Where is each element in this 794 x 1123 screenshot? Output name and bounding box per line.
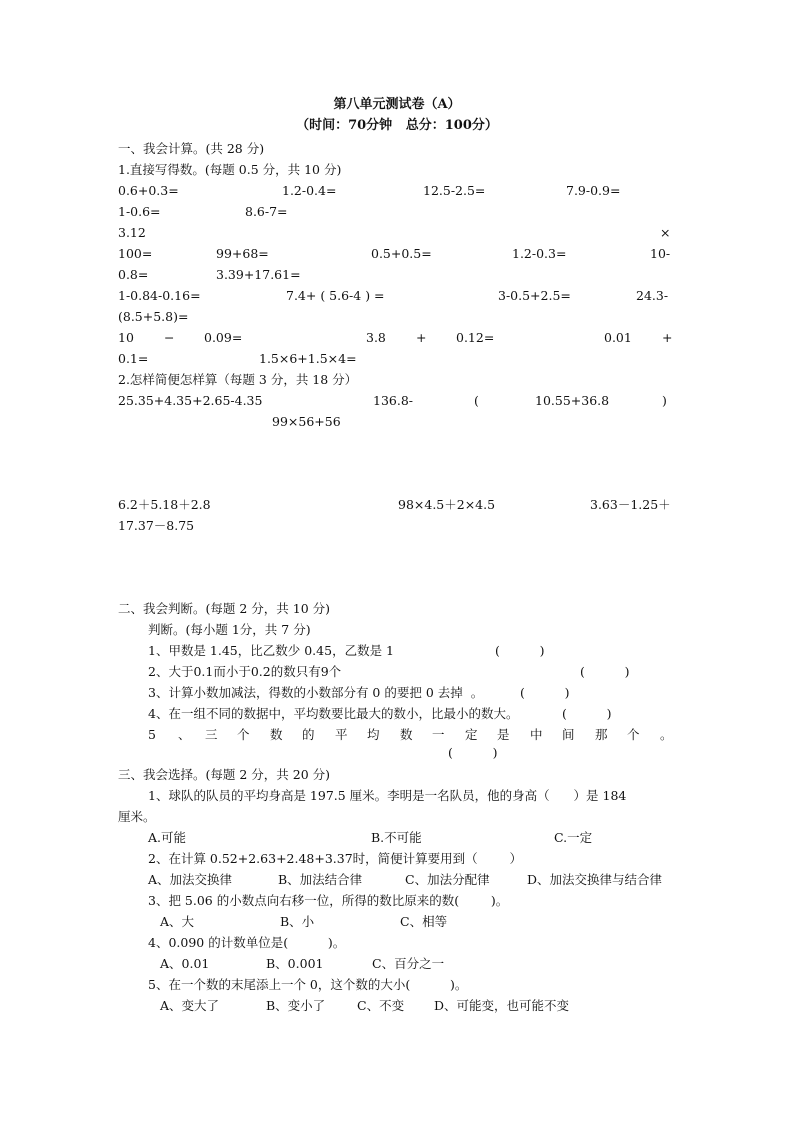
calc-item: +	[662, 330, 673, 345]
choice-option[interactable]: B、0.001	[266, 956, 324, 971]
judge-item-1: 1、甲数是 1.45，比乙数少 0.45，乙数是 1	[148, 643, 394, 658]
choice-q4-stem: 4、0.090 的计数单位是( )。	[148, 935, 346, 950]
calc-item: 12.5-2.5=	[423, 183, 486, 198]
choice-option[interactable]: A、0.01	[160, 956, 210, 971]
calc-item: 0.09=	[204, 330, 243, 345]
judge-item-5-char: 。	[660, 727, 673, 742]
choice-option[interactable]: A、加法交换律	[148, 872, 233, 887]
calc-item: ×	[660, 225, 671, 240]
judge-item-5-char: 平	[335, 727, 348, 742]
calc-item: 0.01	[604, 330, 632, 345]
calc-item: 0.5+0.5=	[371, 246, 432, 261]
calc-item: 17.37－8.75	[118, 518, 195, 533]
page-subtitle: （时间：70分钟 总分：100分）	[296, 118, 498, 133]
calc-item: +	[416, 330, 427, 345]
choice-option[interactable]: A.可能	[148, 830, 187, 845]
judge-paren-1[interactable]: ( )	[495, 643, 545, 658]
calc-item: 1-0.6=	[118, 204, 161, 219]
choice-option[interactable]: C、不变	[357, 998, 405, 1013]
choice-option[interactable]: A、变大了	[160, 998, 220, 1013]
calc-item: 98×4.5＋2×4.5	[398, 497, 496, 512]
judge-paren-4[interactable]: ( )	[562, 706, 612, 721]
choice-q5-stem: 5、在一个数的末尾添上一个 0，这个数的大小( )。	[148, 977, 468, 992]
choice-option[interactable]: D、可能变，也可能不变	[434, 998, 570, 1013]
calc-item: 10	[118, 330, 134, 345]
choice-option[interactable]: B、加法结合律	[278, 872, 363, 887]
calc-item: 25.35+4.35+2.65-4.35	[118, 393, 263, 408]
choice-option[interactable]: B、变小了	[266, 998, 326, 1013]
choice-option[interactable]: C、加法分配律	[405, 872, 490, 887]
judge-item-5-char: 那	[595, 727, 608, 742]
choice-option[interactable]: C、相等	[400, 914, 448, 929]
judge-item-5-char: 数	[270, 727, 283, 742]
calc-item: 7.4+ ( 5.6-4 ) =	[286, 288, 385, 303]
judge-item-3: 3、计算小数加减法，得数的小数部分有 0 的要把 0 去掉 。	[148, 685, 484, 700]
calc-item: (8.5+5.8)=	[118, 309, 189, 324]
judge-item-5-char: 个	[237, 727, 250, 742]
part2-heading: 2.怎样简便怎样算（每题 3 分，共 18 分）	[118, 372, 358, 387]
calc-item: 3-0.5+2.5=	[498, 288, 571, 303]
calc-item: 8.6-7=	[245, 204, 288, 219]
judge-item-5-char: 均	[367, 727, 380, 742]
section2-intro: 判断。(每小题 1分，共 7 分)	[148, 622, 311, 637]
choice-q1-stem: 1、球队的队员的平均身高是 197.5 厘米。李明是一名队员，他的身高（ ）是 184	[148, 788, 627, 803]
choice-option[interactable]: B.不可能	[371, 830, 422, 845]
calc-item: 1.2-0.3=	[512, 246, 567, 261]
judge-item-5-char: 的	[302, 727, 315, 742]
calc-item: (	[474, 393, 479, 408]
section1-heading: 一、我会计算。(共 28 分)	[118, 141, 265, 156]
calc-item: 1.2-0.4=	[282, 183, 337, 198]
judge-item-5-char: 数	[400, 727, 413, 742]
calc-item: 1-0.84-0.16=	[118, 288, 201, 303]
part1-heading: 1.直接写得数。(每题 0.5 分，共 10 分)	[118, 162, 342, 177]
calc-item: )	[662, 393, 667, 408]
choice-option[interactable]: C.一定	[554, 830, 593, 845]
judge-item-5-char: 定	[465, 727, 478, 742]
section3-heading: 三、我会选择。(每题 2 分，共 20 分)	[118, 767, 331, 782]
choice-q2-stem: 2、在计算 0.52+2.63+2.48+3.37时，简便计算要用到（ ）	[148, 851, 522, 866]
calc-item: 3.63－1.25＋	[590, 497, 671, 512]
judge-paren-3[interactable]: ( )	[520, 685, 570, 700]
calc-item: 100=	[118, 246, 153, 261]
calc-item: 0.1=	[118, 351, 149, 366]
judge-item-5-char: 5	[148, 727, 156, 742]
judge-item-5-char: 、	[178, 727, 191, 742]
calc-item: 99×56+56	[272, 414, 341, 429]
choice-q1-stem-cont: 厘米。	[118, 809, 156, 824]
judge-item-5-char: 间	[562, 727, 575, 742]
section2-heading: 二、我会判断。(每题 2 分，共 10 分)	[118, 601, 331, 616]
choice-option[interactable]: A、大	[160, 914, 195, 929]
judge-item-5-char: 一	[432, 727, 445, 742]
judge-paren-5[interactable]: ( )	[448, 745, 498, 760]
calc-item: 10-	[650, 246, 671, 261]
calc-item: 6.2＋5.18＋2.8	[118, 497, 211, 512]
calc-item: 3.12	[118, 225, 146, 240]
choice-option[interactable]: B、小	[280, 914, 315, 929]
calc-item: 24.3-	[636, 288, 669, 303]
calc-item: 10.55+36.8	[535, 393, 610, 408]
judge-item-5-char: 中	[530, 727, 543, 742]
calc-item: 136.8-	[373, 393, 414, 408]
calc-item: 0.8=	[118, 267, 149, 282]
calc-item: 0.12=	[456, 330, 495, 345]
judge-item-5-char: 是	[497, 727, 510, 742]
calc-item: 99+68=	[216, 246, 269, 261]
judge-paren-2[interactable]: ( )	[580, 664, 630, 679]
judge-item-4: 4、在一组不同的数据中，平均数要比最大的数小，比最小的数大。	[148, 706, 519, 721]
calc-item: 7.9-0.9=	[566, 183, 621, 198]
choice-option[interactable]: C、百分之一	[372, 956, 445, 971]
calc-item: 3.8	[366, 330, 386, 345]
page-title: 第八单元测试卷（A）	[333, 97, 461, 112]
judge-item-5-char: 个	[627, 727, 640, 742]
calc-item: −	[164, 330, 175, 345]
judge-item-5-char: 三	[205, 727, 218, 742]
judge-item-2: 2、大于0.1而小于0.2的数只有9个	[148, 664, 342, 679]
calc-item: 0.6+0.3=	[118, 183, 179, 198]
choice-option[interactable]: D、加法交换律与结合律	[527, 872, 663, 887]
choice-q3-stem: 3、把 5.06 的小数点向右移一位，所得的数比原来的数( )。	[148, 893, 509, 908]
calc-item: 3.39+17.61=	[216, 267, 301, 282]
calc-item: 1.5×6+1.5×4=	[259, 351, 357, 366]
